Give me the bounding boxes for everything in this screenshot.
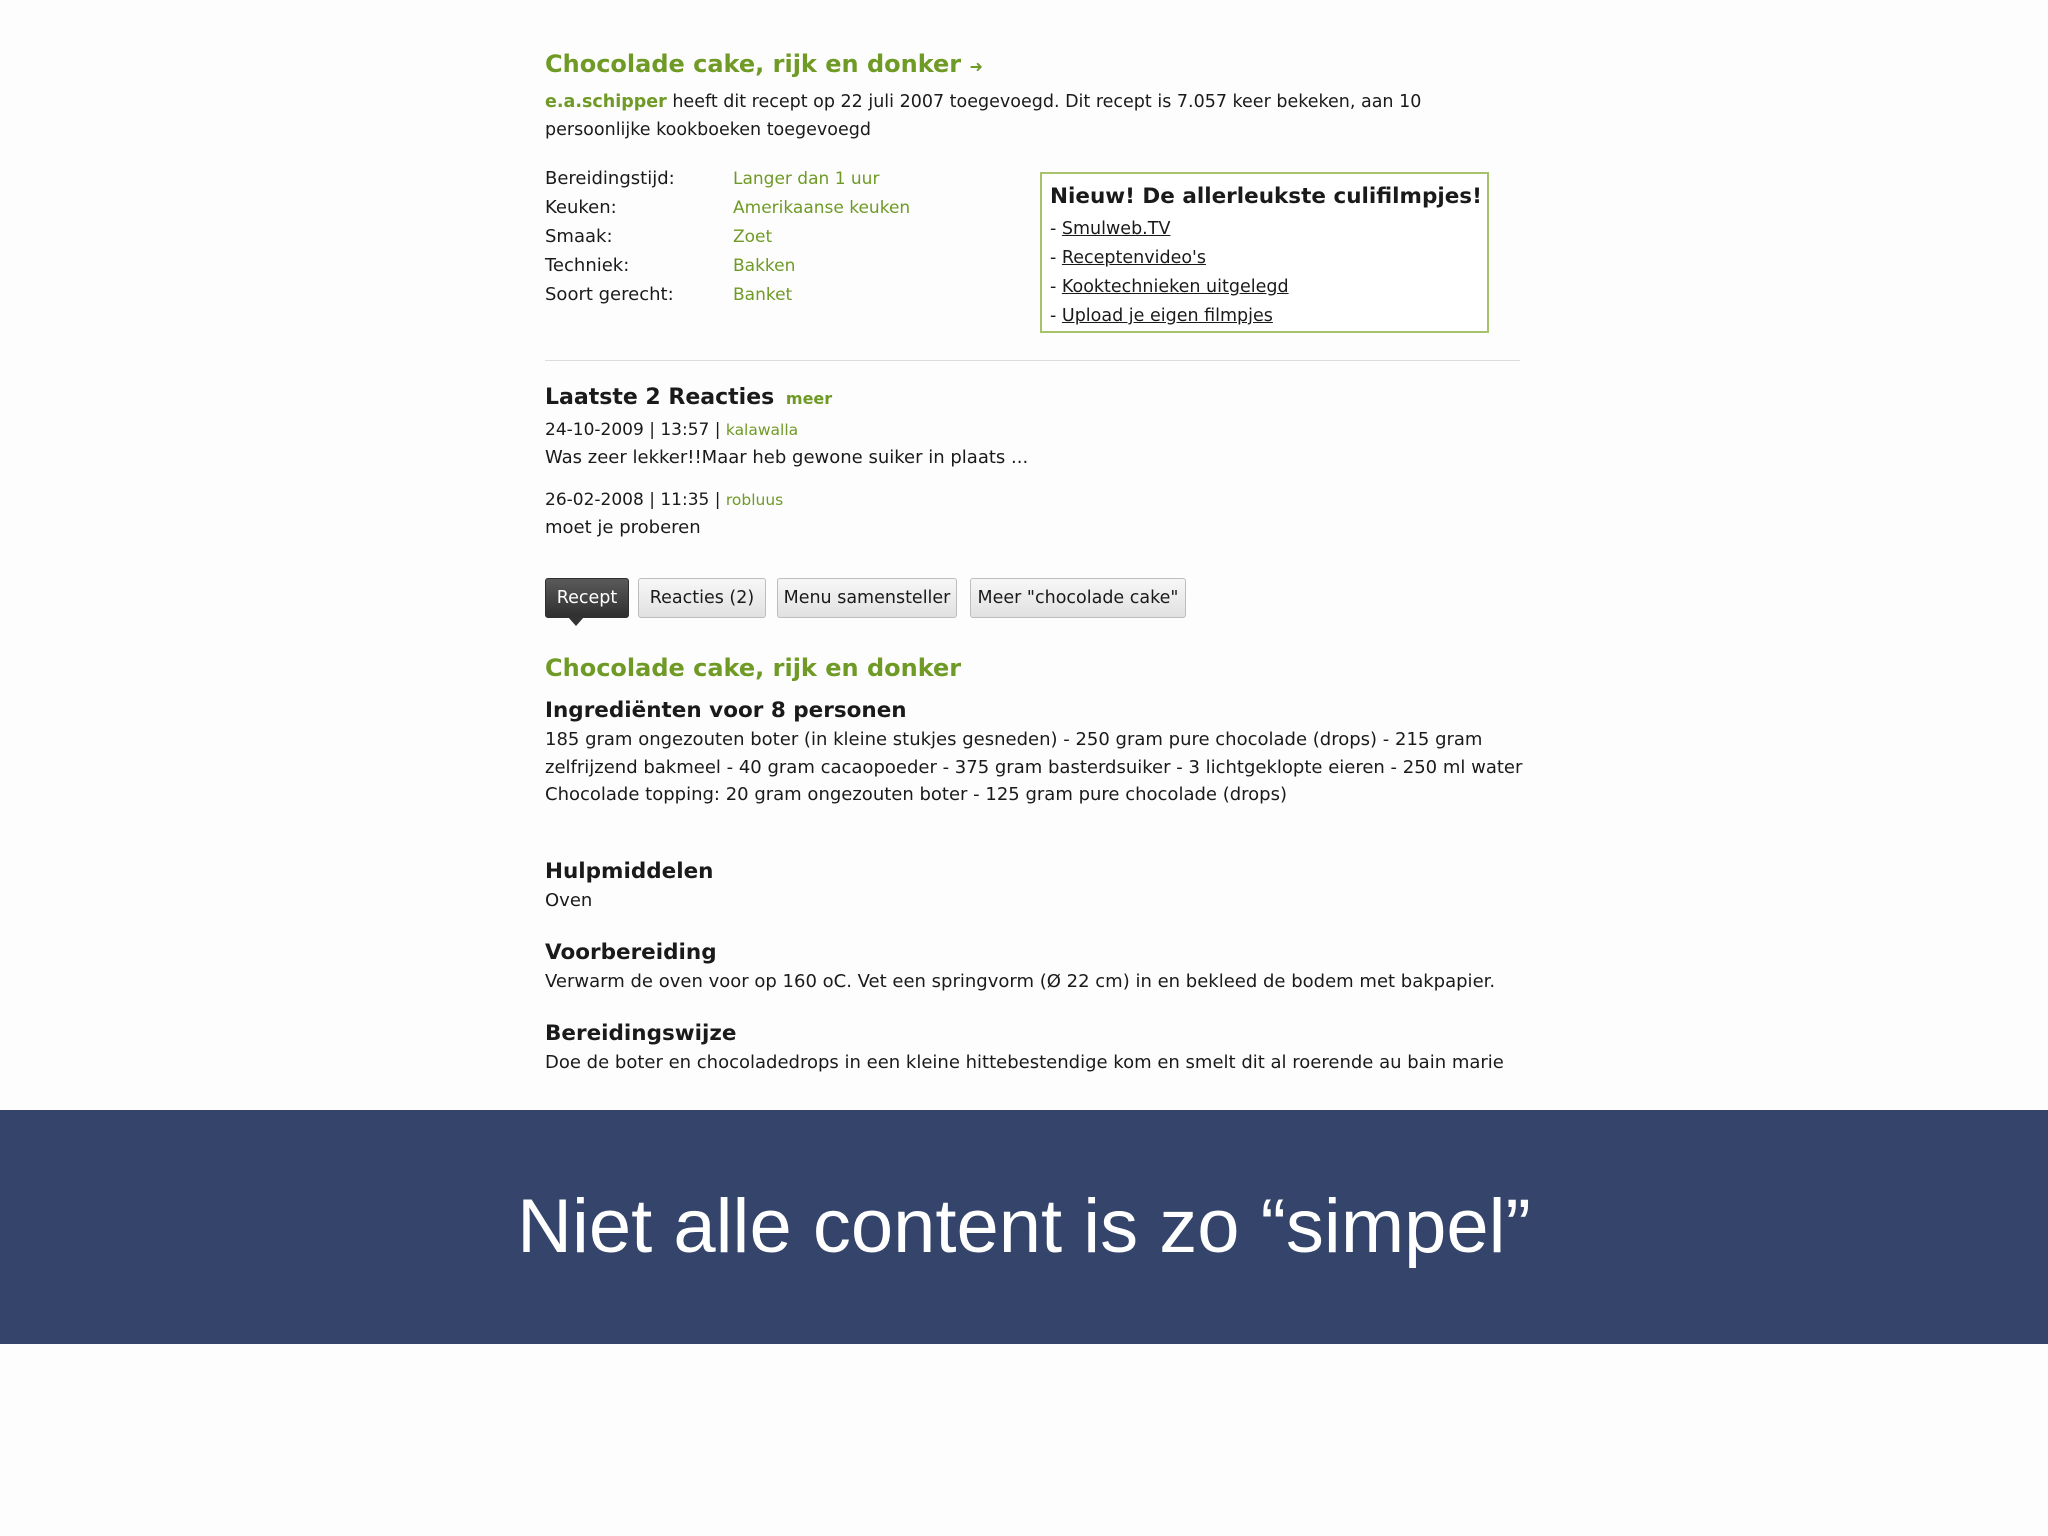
promo-item <box>1050 244 1479 273</box>
prep-title: Voorbereiding <box>545 940 717 965</box>
reacties-title: Laatste 2 Reacties <box>545 385 775 410</box>
property-value-link[interactable]: Bakken <box>733 256 796 276</box>
tab-recept[interactable]: Recept <box>545 578 629 618</box>
reacties-heading <box>545 385 832 410</box>
recipe-meta-text: heeft dit recept op 22 juli 2007 toegevoegd. Dit recept is 7.057 keer bekeken, aan 10 persoonlijke kookboeken toegevoegd <box>545 92 1422 140</box>
recipe-title-text[interactable]: Chocolade cake, rijk en donker <box>545 50 962 78</box>
reactie-item <box>545 416 1525 472</box>
tab-reacties[interactable]: Reacties (2) <box>638 578 766 618</box>
arrow-icon: ➜ <box>969 57 983 76</box>
reactie-datetime: 26-02-2008 | 11:35 | <box>545 490 726 510</box>
reactie-text: Was zeer lekker!!Maar heb gewone suiker in plaats ... <box>545 447 1029 468</box>
property-row <box>545 195 945 224</box>
promo-link-upload[interactable]: Upload je eigen filmpjes <box>1061 306 1273 326</box>
method-text: Doe de boter en chocoladedrops in een kleine hittebestendige kom en smelt dit al roerende au bain marie <box>545 1052 1504 1073</box>
author-link[interactable]: e.a.schipper <box>545 92 667 112</box>
ingredients-text: 185 gram ongezouten boter (in kleine stukjes gesneden) - 250 gram pure chocolade (drops) - 215 gram zelfrijzend bakmeel - 40 gram cacaopoeder - 375 gram basterdsuiker - 3 lichtgeklopte eieren - 250 ml water <box>545 729 1523 778</box>
recipe-page <box>545 0 1523 1110</box>
promo-item <box>1050 215 1479 244</box>
prep-section <box>545 938 1525 996</box>
divider <box>545 360 1520 361</box>
recipe-section-title: Chocolade cake, rijk en donker <box>545 654 962 682</box>
promo-link-smulweb-tv[interactable]: Smulweb.TV <box>1061 219 1171 239</box>
promo-item <box>1050 302 1479 331</box>
promo-item <box>1050 273 1479 302</box>
reactie-text: moet je proberen <box>545 517 701 538</box>
caption-text: Niet alle content is zo “simpel” <box>517 1184 1531 1269</box>
ingredients-topping: Chocolade topping: 20 gram ongezouten boter - 125 gram pure chocolade (drops) <box>545 784 1287 805</box>
promo-bullet: - <box>1050 248 1062 268</box>
property-label: Techniek: <box>545 255 630 276</box>
property-value-link[interactable]: Banket <box>733 285 793 305</box>
property-label: Soort gerecht: <box>545 284 674 305</box>
reactie-user-link[interactable]: kalawalla <box>725 421 799 439</box>
ingredients-section <box>545 696 1525 809</box>
promo-bullet: - <box>1050 219 1062 239</box>
tools-title: Hulpmiddelen <box>545 859 714 884</box>
property-label: Bereidingstijd: <box>545 168 675 189</box>
reactie-user-link[interactable]: robluus <box>725 491 784 509</box>
promo-link-receptenvideos[interactable]: Receptenvideo's <box>1061 248 1206 268</box>
recipe-meta <box>545 88 1525 144</box>
property-row <box>545 282 945 311</box>
property-row <box>545 166 945 195</box>
reactie-datetime: 24-10-2009 | 13:57 | <box>545 420 726 440</box>
property-label: Smaak: <box>545 226 613 247</box>
recipe-properties <box>545 166 945 311</box>
promo-title: Nieuw! De allerleukste culifilmpjes! <box>1050 184 1482 209</box>
property-row <box>545 253 945 282</box>
tab-menu-samensteller[interactable]: Menu samensteller <box>777 578 957 618</box>
promo-link-kooktechnieken[interactable]: Kooktechnieken uitgelegd <box>1061 277 1289 297</box>
property-label: Keuken: <box>545 197 617 218</box>
property-value-link[interactable]: Langer dan 1 uur <box>733 169 880 189</box>
tools-section <box>545 857 1525 915</box>
method-title: Bereidingswijze <box>545 1021 737 1046</box>
promo-box <box>1040 172 1489 333</box>
caption-banner <box>0 1110 2048 1344</box>
prep-text: Verwarm de oven voor op 160 oC. Vet een springvorm (Ø 22 cm) in en bekleed de bodem met bakpapier. <box>545 971 1496 992</box>
ingredients-title: Ingrediënten voor 8 personen <box>545 698 907 723</box>
reactie-header <box>545 486 1525 514</box>
property-value-link[interactable]: Amerikaanse keuken <box>733 198 911 218</box>
property-value-link[interactable]: Zoet <box>733 227 773 247</box>
reactie-header <box>545 416 1525 444</box>
promo-bullet: - <box>1050 277 1062 297</box>
more-reacties-link[interactable]: meer <box>785 389 833 408</box>
reactie-item <box>545 486 1525 542</box>
tools-text: Oven <box>545 890 593 911</box>
tab-meer-chocolade-cake[interactable]: Meer "chocolade cake" <box>970 578 1186 618</box>
recipe-title[interactable] <box>545 50 983 78</box>
property-row <box>545 224 945 253</box>
promo-bullet: - <box>1050 306 1062 326</box>
method-section <box>545 1019 1525 1077</box>
